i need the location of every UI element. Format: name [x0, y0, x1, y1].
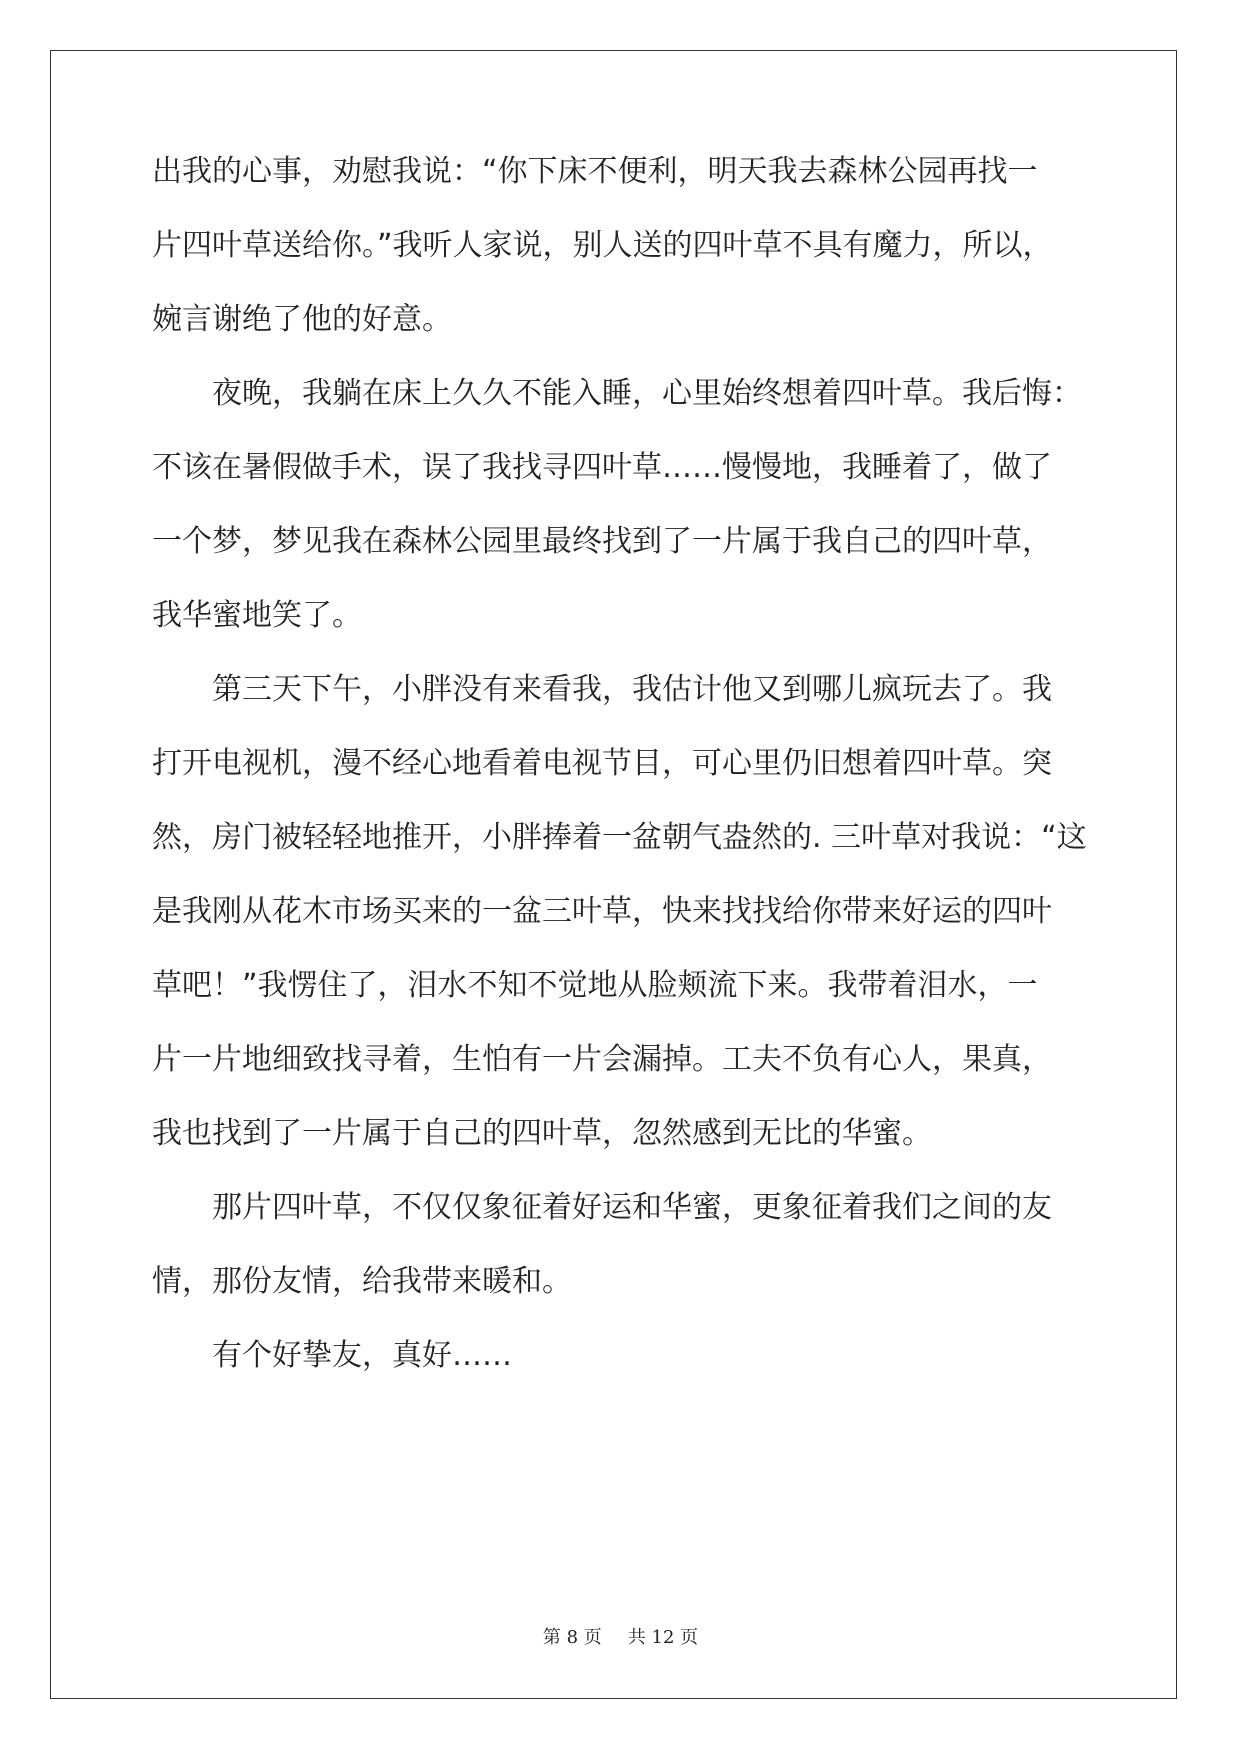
text-line: 婉言谢绝了他的好意。: [152, 302, 452, 337]
page-number-current: 第 8 页: [542, 1627, 602, 1648]
text-line: 不该在暑假做手术，误了我找寻四叶草……慢慢地，我睡着了，做了: [152, 450, 1052, 485]
paragraph-start-line: 那片四叶草，不仅仅象征着好运和华蜜，更象征着我们之间的友: [212, 1190, 1052, 1225]
text-line: 片一片地细致找寻着，生怕有一片会漏掉。工夫不负有心人，果真，: [152, 1042, 1052, 1077]
text-line: 我也找到了一片属于自己的四叶草，忽然感到无比的华蜜。: [152, 1116, 932, 1151]
text-line: 然，房门被轻轻地推开，小胖捧着一盆朝气盎然的. 三叶草对我说：“这: [152, 820, 1087, 855]
text-line: 情，那份友情，给我带来暖和。: [152, 1264, 572, 1299]
text-line: 我华蜜地笑了。: [152, 598, 362, 633]
paragraph-start-line: 夜晚，我躺在床上久久不能入睡，心里始终想着四叶草。我后悔：: [212, 376, 1082, 411]
page-border: [50, 50, 1177, 1699]
paragraph-start-line: 有个好挚友，真好……: [212, 1338, 512, 1373]
text-line: 一个梦，梦见我在森林公园里最终找到了一片属于我自己的四叶草，: [152, 524, 1052, 559]
paragraph-start-line: 第三天下午，小胖没有来看我，我估计他又到哪儿疯玩去了。我: [212, 672, 1052, 707]
page-footer: [0, 1627, 1241, 1649]
text-line: 是我刚从花木市场买来的一盆三叶草，快来找找给你带来好运的四叶: [152, 894, 1052, 929]
text-line: 草吧！”我愣住了，泪水不知不觉地从脸颊流下来。我带着泪水，一: [152, 968, 1038, 1003]
text-line: 出我的心事，劝慰我说：“你下床不便利，明天我去森林公园再找一: [152, 154, 1038, 189]
page-number-total: 共 12 页: [627, 1627, 699, 1648]
text-line: 片四叶草送给你。”我听人家说，别人送的四叶草不具有魔力，所以，: [152, 228, 1053, 263]
text-line: 打开电视机，漫不经心地看着电视节目，可心里仍旧想着四叶草。突: [152, 746, 1052, 781]
